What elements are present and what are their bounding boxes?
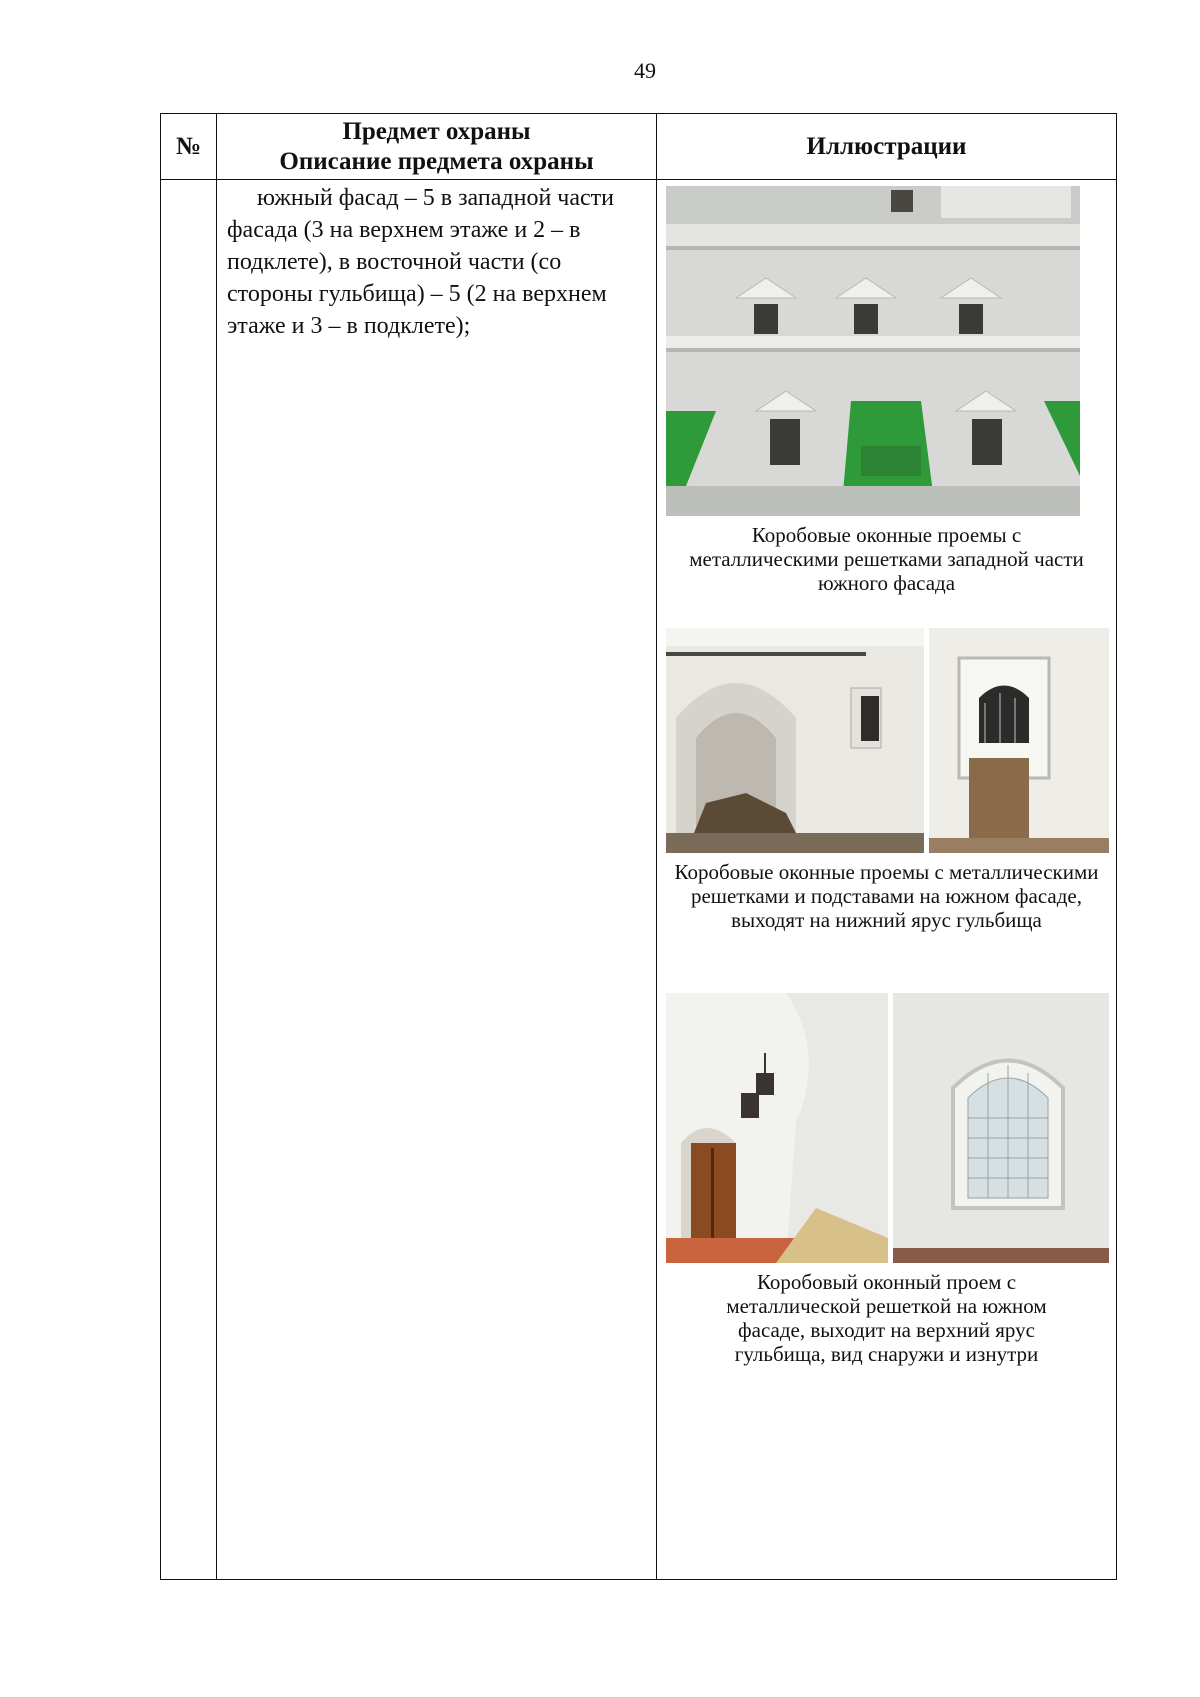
figure-caption-3: Коробовый оконный проем с металлической решеткой на южном фасаде, выходит на верхний ярус гульбища, вид снаружи и изнутри: [726, 1270, 1047, 1366]
gallery-image: [666, 628, 924, 853]
row-number-cell: [161, 180, 217, 1580]
header-subject-title: Предмет охраны: [342, 117, 531, 145]
table-header-row: [161, 114, 1117, 180]
figure-caption-2: Коробовые оконные проемы с металлическими решетками и подставами на южном фасаде, выходят на нижний ярус гульбища: [674, 860, 1099, 932]
window-image: [929, 628, 1109, 853]
figure-caption-1: Коробовые оконные проемы с металлическими решетками западной части южного фасада: [689, 523, 1084, 595]
interior-window-image: [893, 993, 1109, 1263]
protection-table: [160, 113, 1117, 1580]
photo-gallery-lower-tier: [666, 628, 924, 853]
row-description-cell: [217, 180, 657, 1580]
header-subject-description: Описание предмета охраны: [279, 147, 594, 175]
header-illustrations: Иллюстрации: [657, 114, 1117, 180]
photo-gallery-upper-tier: [666, 993, 888, 1263]
row-illustrations-cell: [657, 180, 1117, 1580]
header-subject: [217, 114, 657, 180]
facade-image: [666, 186, 1080, 516]
header-number: №: [161, 114, 217, 180]
row-description-text: [217, 180, 656, 342]
table-row: [161, 180, 1117, 1580]
page-number: 49: [634, 58, 656, 83]
upper-gallery-image: [666, 993, 888, 1263]
photo-window-with-support: [929, 628, 1109, 853]
photo-window-interior: [893, 993, 1109, 1263]
description-value: южный фасад – 5 в западной части фасада (3 на верхнем этаже и 2 – в подклете), в восточной части (со стороны гульбища) – 5 (2 на верхнем этаже и 3 – в подклете);: [227, 185, 614, 339]
photo-south-facade-west: [666, 186, 1080, 516]
